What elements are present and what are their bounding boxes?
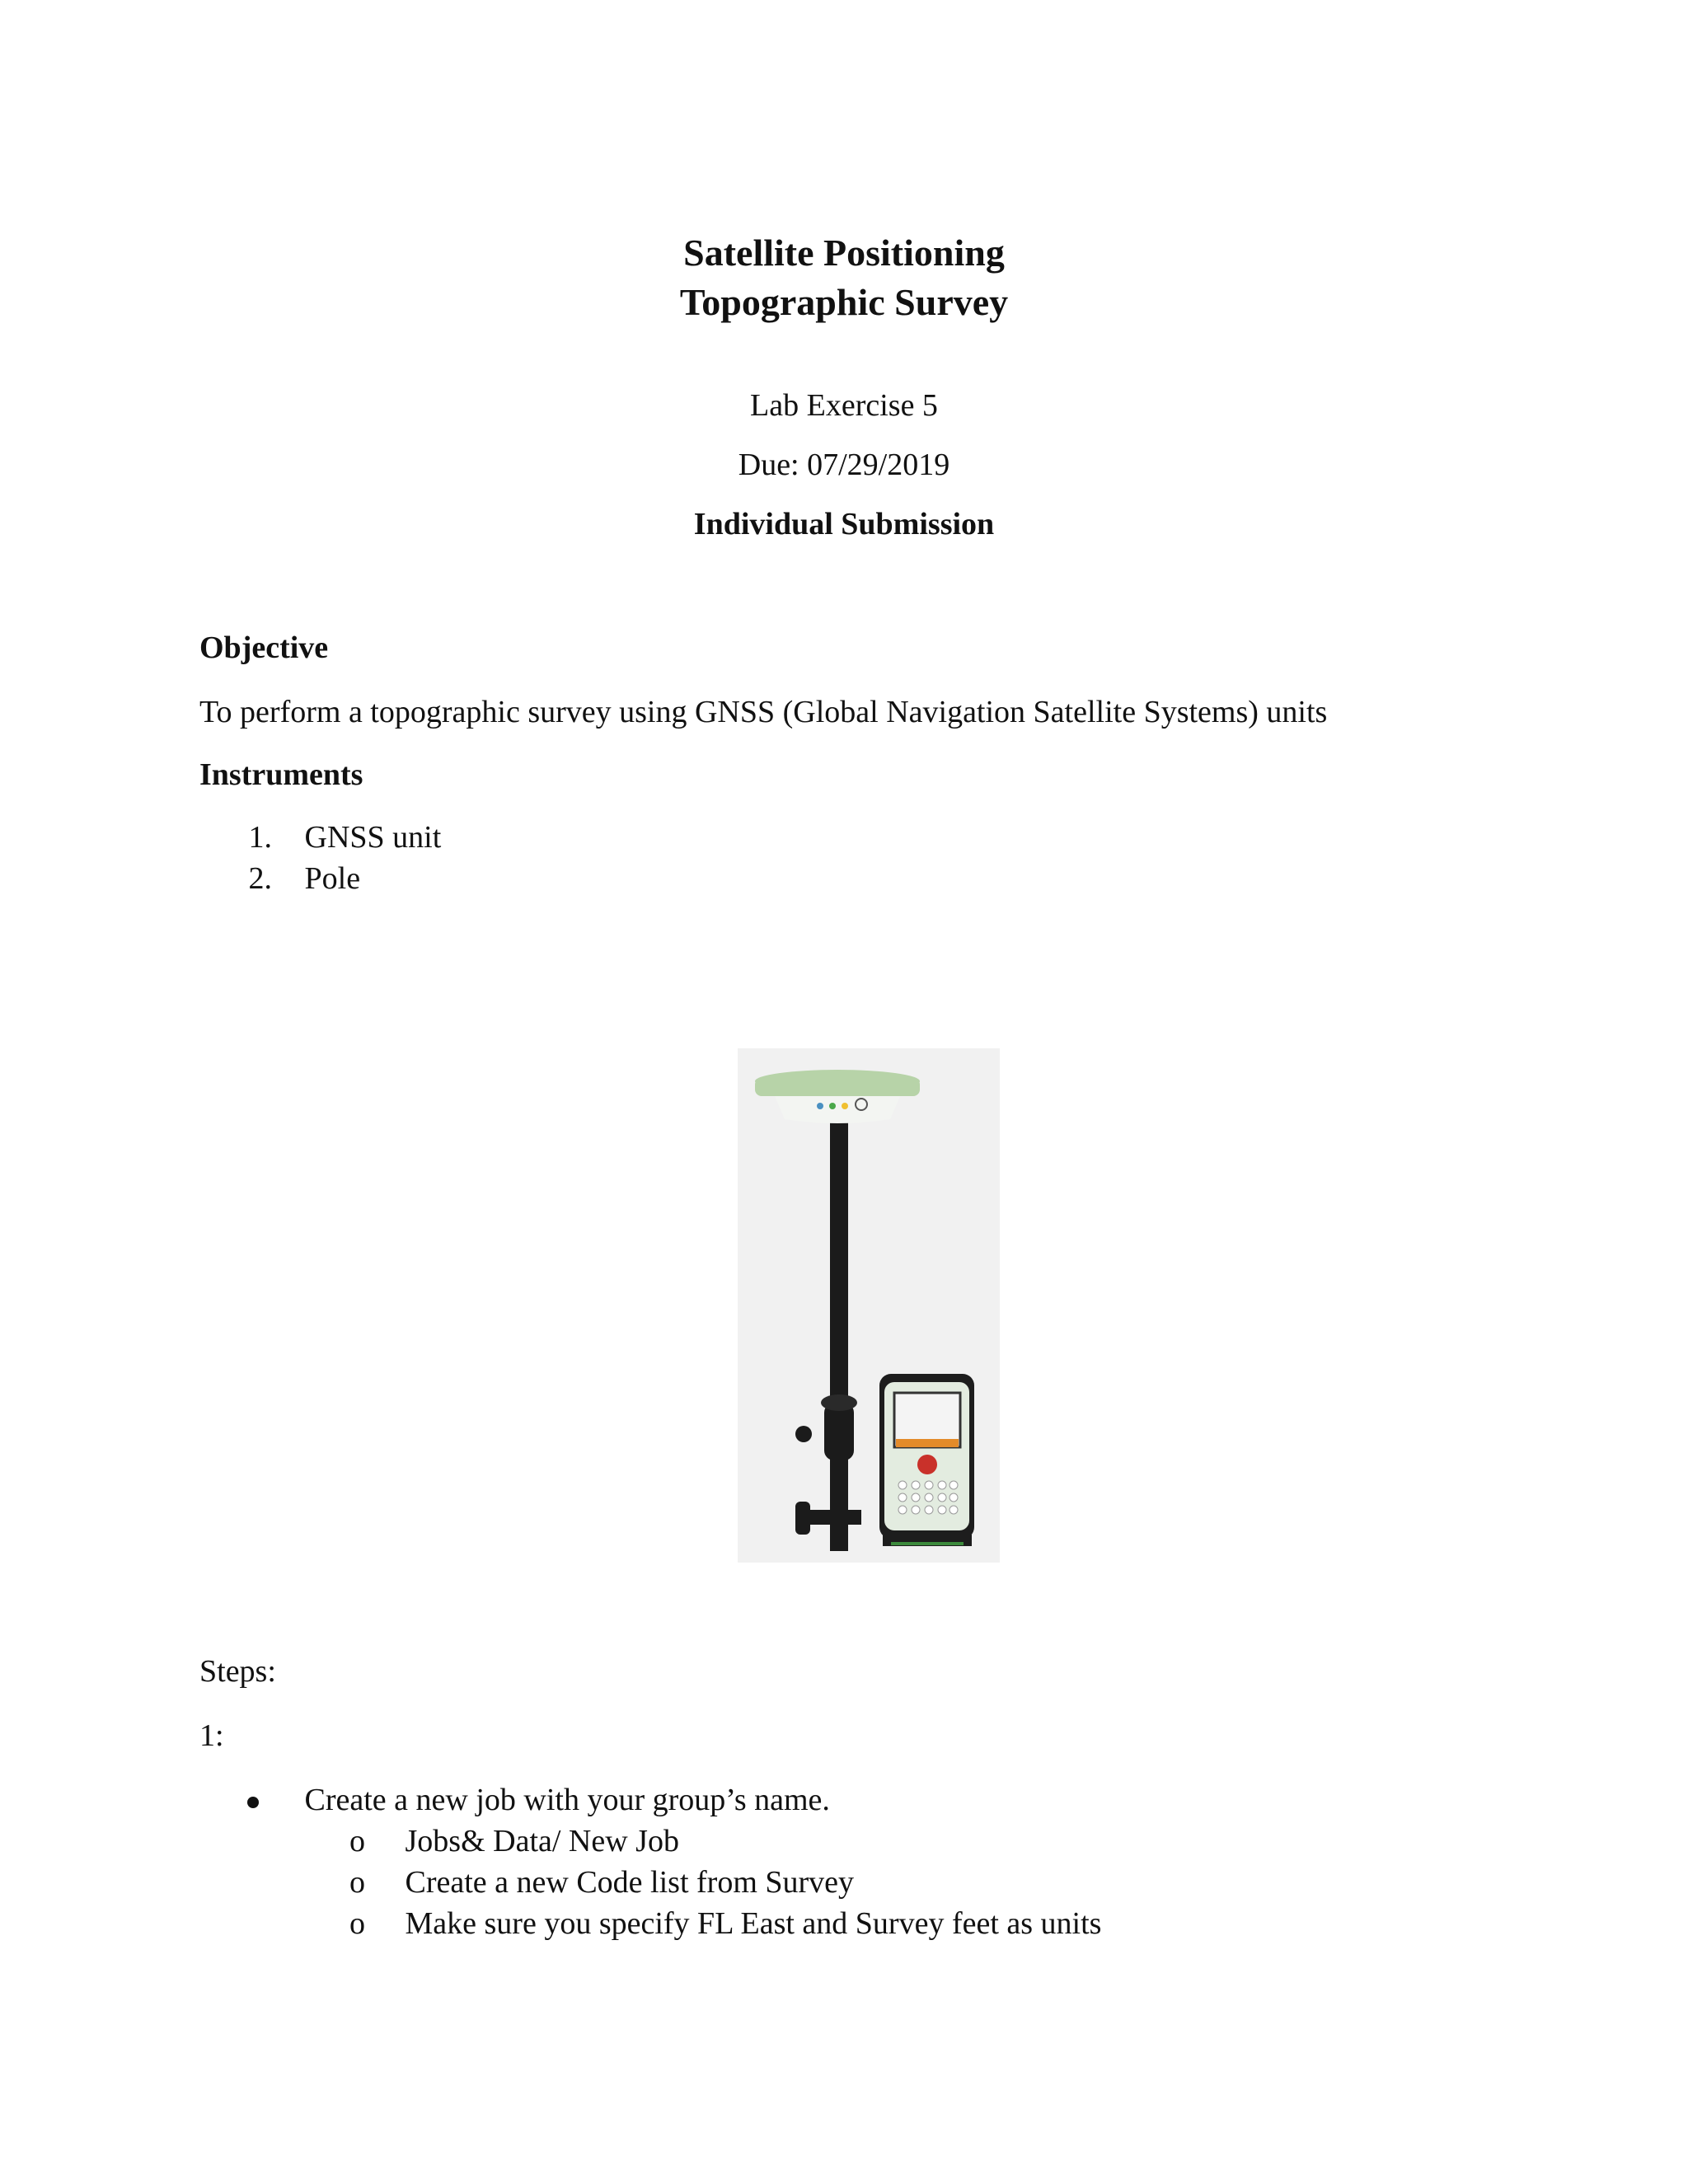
steps-heading: Steps: bbox=[199, 1654, 276, 1689]
document-title-line1: Satellite Positioning bbox=[683, 232, 1005, 274]
step-number: 1: bbox=[199, 1718, 224, 1753]
objective-text: To perform a topographic survey using GNSS (Global Navigation Satellite Systems) units bbox=[199, 695, 1328, 729]
sub-item bbox=[349, 1864, 854, 1900]
sub-item-marker: o bbox=[349, 1824, 365, 1858]
sub-item-marker: o bbox=[349, 1865, 365, 1900]
instrument-label: GNSS unit bbox=[304, 820, 442, 855]
due-date: Due: 07/29/2019 bbox=[738, 448, 950, 482]
gnss-equipment-image bbox=[738, 1048, 1000, 1563]
submission-type: Individual Submission bbox=[693, 507, 995, 541]
gnss-receiver-icon bbox=[738, 1048, 1000, 1563]
document-title-line2: Topographic Survey bbox=[679, 281, 1009, 323]
instrument-number: 2. bbox=[248, 861, 272, 896]
sub-item bbox=[349, 1905, 1101, 1942]
lab-exercise-label: Lab Exercise 5 bbox=[750, 388, 938, 423]
sub-item bbox=[349, 1823, 679, 1859]
objective-heading: Objective bbox=[199, 630, 329, 665]
instruments-heading: Instruments bbox=[199, 757, 363, 792]
sub-item-text: Create a new Code list from Survey bbox=[405, 1865, 855, 1900]
bullet-item bbox=[247, 1782, 830, 1818]
sub-item-text: Jobs& Data/ New Job bbox=[405, 1824, 679, 1858]
sub-item-marker: o bbox=[349, 1906, 365, 1941]
bullet-text: Create a new job with your group’s name. bbox=[304, 1783, 830, 1817]
instrument-item bbox=[223, 860, 360, 897]
instrument-number: 1. bbox=[248, 820, 272, 855]
bullet-icon bbox=[247, 1797, 259, 1808]
instrument-item bbox=[223, 819, 441, 855]
instrument-label: Pole bbox=[304, 861, 361, 896]
sub-item-text: Make sure you specify FL East and Survey feet as units bbox=[405, 1906, 1102, 1941]
